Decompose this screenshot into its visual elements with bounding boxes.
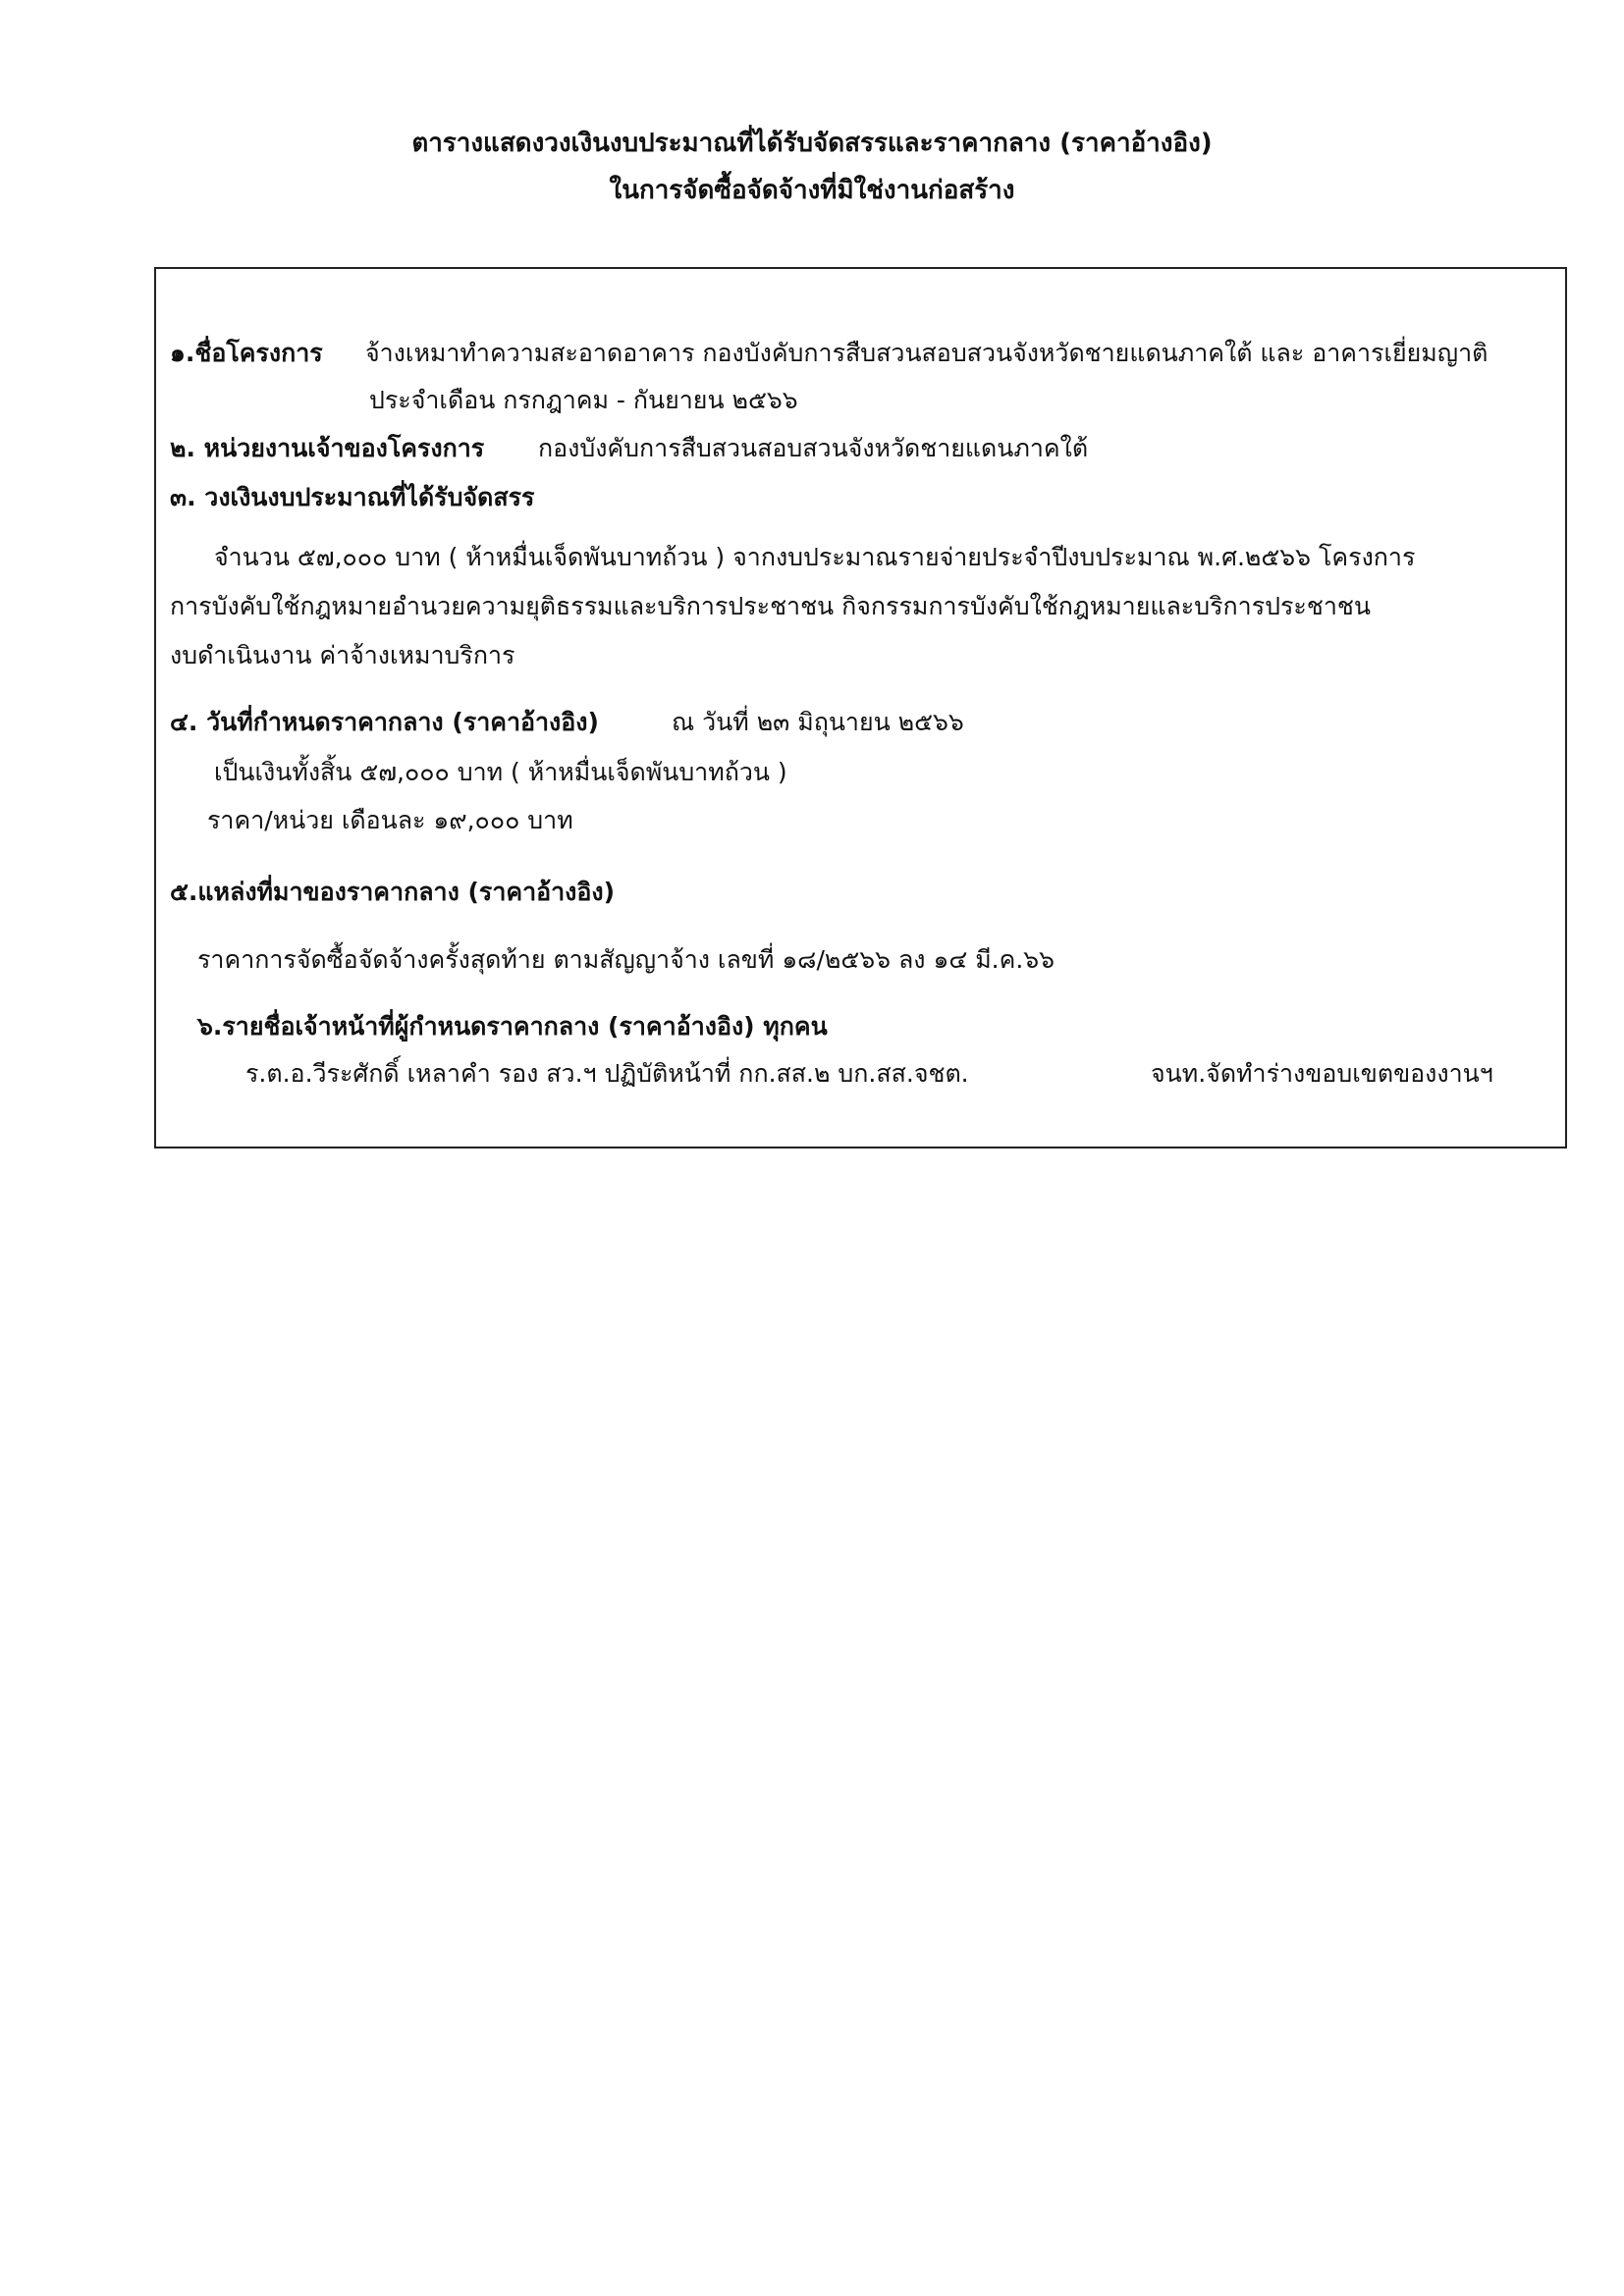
section3-text-line1: จำนวน ๕๗,๐๐๐ บาท ( ห้าหมื่นเจ็ดพันบาทถ้วน ) จากงบประมาณรายจ่ายประจำปีงบประมาณ พ.ศ.๒๕๖๖ โครงการ bbox=[214, 543, 1416, 571]
section6-role: จนท.จัดทำร่างขอบเขตของงานฯ bbox=[1151, 1059, 1493, 1088]
section5-label: ๕.แหล่งที่มาของราคากลาง (ราคาอ้างอิง) bbox=[170, 878, 616, 906]
section1-text-line2: ประจำเดือน กรกฎาคม - กันยายน ๒๕๖๖ bbox=[369, 386, 798, 414]
section1-label: ๑.ชื่อโครงการ bbox=[170, 339, 323, 367]
section2-label: ๒. หน่วยงานเจ้าของโครงการ bbox=[170, 434, 485, 462]
section6-label: ๖.รายชื่อเจ้าหน้าที่ผู้กำหนดราคากลาง (ราคาอ้างอิง) ทุกคน bbox=[197, 1012, 828, 1041]
section2-text: กองบังคับการสืบสวนสอบสวนจังหวัดชายแดนภาคใต้ bbox=[538, 434, 1089, 462]
section6-person: ร.ต.อ.วีระศักดิ์ เหลาคำ รอง สว.ฯ ปฏิบัติหน้าที่ กก.สส.๒ บก.สส.จชต. bbox=[245, 1059, 969, 1088]
title-line-1: ตารางแสดงวงเงินงบประมาณที่ได้รับจัดสรรและราคากลาง (ราคาอ้างอิง) bbox=[411, 129, 1213, 158]
section3-text-line3: งบดำเนินงาน ค่าจ้างเหมาบริการ bbox=[170, 641, 515, 669]
section3-text-line2: การบังคับใช้กฎหมายอำนวยความยุติธรรมและบริการประชาชน กิจกรรมการบังคับใช้กฎหมายและบริการประชาชน bbox=[170, 592, 1371, 620]
section3-label: ๓. วงเงินงบประมาณที่ได้รับจัดสรร bbox=[170, 483, 535, 511]
section4-date: ณ วันที่ ๒๓ มิถุนายน ๒๕๖๖ bbox=[672, 708, 964, 736]
section4-label: ๔. วันที่กำหนดราคากลาง (ราคาอ้างอิง) bbox=[170, 708, 599, 736]
document-title bbox=[0, 120, 1624, 214]
section4-unit-price: ราคา/หน่วย เดือนละ ๑๙,๐๐๐ บาท bbox=[207, 806, 573, 834]
title-line-2: ในการจัดซื้อจัดจ้างที่มิใช่งานก่อสร้าง bbox=[609, 176, 1015, 205]
section4-total: เป็นเงินทั้งสิ้น ๕๗,๐๐๐ บาท ( ห้าหมื่นเจ็ดพันบาทถ้วน ) bbox=[214, 758, 787, 786]
section5-text: ราคาการจัดซื้อจัดจ้างครั้งสุดท้าย ตามสัญญาจ้าง เลขที่ ๑๘/๒๕๖๖ ลง ๑๔ มี.ค.๖๖ bbox=[197, 945, 1056, 974]
section1-text-line1: จ้างเหมาทำความสะอาดอาคาร กองบังคับการสืบสวนสอบสวนจังหวัดชายแดนภาคใต้ และ อาคารเยี่ยมญาติ bbox=[365, 339, 1489, 367]
